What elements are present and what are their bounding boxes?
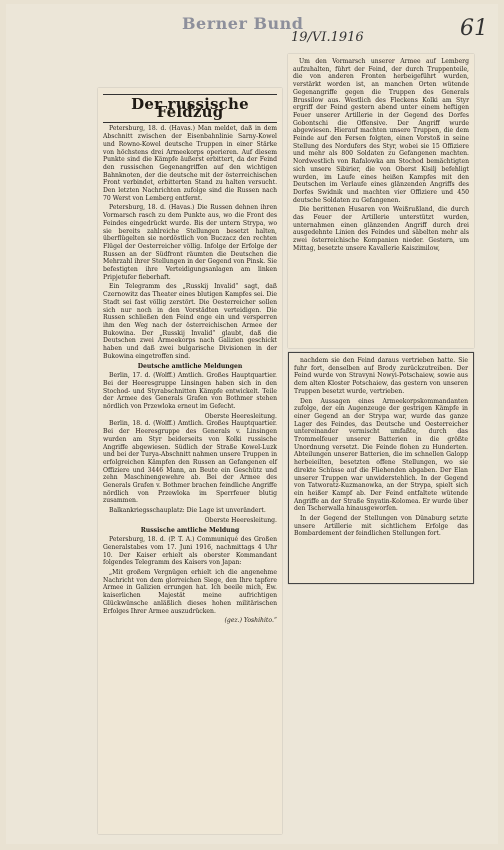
right-bottom-paragraph-2: Den Aussagen eines Armeekorpskommandanten zufolge, der ein Augenzeuge der gestrigen Kämpfe in einer Gegend an der Strypa war, wurde das ganze Lager des Feindes, das Deutsche und Oesterreicher untereinander vermischt umfaßte, durch das Trommelfeuer unserer Batterien in die größte Unordnung versetzt. Die Feinde flohen zu Hunderten. Abteilungen unserer Batterien, die im schnellen Galopp herbeieilten, besetzten offene Stellungen, wo sie direkte Schüsse auf die Fliehenden abgaben. Der Elan unserer Truppen war unwiderstehlich. In der Gegend von Tatworatz-Kuzmanowka, an der Strypa, spielt sich ein heißer Kampf ab. Der Feind entfaltete wütende Angriffe an der Straße Snyatin-Kolomea. Er wurde über den Tscherwalla hinausgeworfen. (294, 397, 468, 513)
section-title-german: Deutsche amtliche Meldungen (137, 362, 243, 370)
page-sheet (6, 4, 498, 844)
paragraph-3: Ein Telegramm des „Russkij Invalid“ sagt, daß Czernowitz das Theater eines blutigen Kampfes sei. Die Stadt sei fast völlig zerstört. Die Oesterreicher sollen sich nur noch in den Vorstädten verteidigen. Die Russen schließen den Feind enge ein und versperren ihm den Weg nach der österreichischen Armee der Bukowina. Der „Russkij Invalid“ glaubt, daß die Deutschen zwei Armeekorps nach Galizien geschickt haben und daß zwei bulgarische Divisionen in der Bukowina eingetroffen sind. (103, 283, 277, 360)
signature-1: Oberste Heeresleitung. (204, 412, 277, 420)
balkan-report: Balkankriegsschauplatz: Die Lage ist unverändert. (109, 507, 266, 515)
right-bottom-paragraph-1: nachdem sie den Feind daraus vertrieben hatte. Sie fuhr fort, denselben auf Brody zurückzutreiben. Der Feind wurde von Stravyni Nowyi-Potschaiew, sowie aus dem alten Kloster Potschaiew, das gestern von unseren Truppen besetzt wurde, vertrieben. (294, 357, 468, 395)
clipping-right-top (288, 54, 474, 348)
clipping-right-bottom (288, 352, 474, 584)
headline-rule (103, 122, 277, 123)
right-bottom-paragraph-3: In der Gegend der Stellungen von Dünaburg setzte unsere Artillerie mit sichtlichem Erfolge das Bombardement der feindlichen Stellungen fort. (294, 515, 468, 538)
right-top-paragraph-2: Die berittenen Husaren von Weißrußland, die durch das Feuer der Artillerie unterstützt wurden, unternahmen einen glänzenden Angriff durch drei ausgedehnte Linien des Feindes und säbelten mehr als zwei österreichische Kompanien nieder. Gestern, um Mittag, besetzte unsere Kavallerie Kaiszimilow, (293, 206, 469, 252)
right-top-paragraph-1: Um den Vormarsch unserer Armee auf Lemberg aufzuhalten, führt der Feind, der durch Truppenteile, die von anderen Fronten herbeigeführt wurden, verstärkt worden ist, an manchen Orten wütende Gegenangriffe gegen die Truppen des Generals Brussilow aus. Westlich des Fleckens Kolki am Styr ergriff der Feind gestern abend unter einem heftigen Feuer unserer Artillerie in der Gegend des Dorfes Gobontschi die Offensive. Der Angriff wurde abgewiesen. Hierauf machten unsere Truppen, die dem Feinde auf den Fersen folgten, einen Vorstoß in seine Stellung des Nordufers des Styr, wobei sie 15 Offiziere und mehr als 800 Soldaten zu Gefangenen machten. Nordwestlich von Rafalowka am Stochod bemächtigten sich unsere Sibirier, die von Oberst Kisilj befehligt wurden, im Laufe eines heißen Kampfes mit den Deutschen im Verlaufe eines glänzenden Angriffs des Dorfes Swidnik und machten vier Offiziere und 450 deutsche Soldaten zu Gefangenen. (293, 58, 469, 204)
closing-signature (103, 617, 277, 625)
page-number: 61 (460, 16, 488, 41)
signature-2: Oberste Heeresleitung. (204, 516, 277, 524)
german-report-2: Berlin, 18. d. (Wolff.) Amtlich. Großes Hauptquartier. Bei der Heeresgruppe des Generals v. Linsingen wurden am Styr beiderseits von Kolki russische Angriffe abgewiesen. Südlich der Straße Kowel-Luzk und bei der Turya-Abschnitt nahmen unsere Truppen in erfolgreichen Kämpfen den Russen an Gefangenen elf Offiziere und 3446 Mann, an Beute ein Geschütz und zehn Maschinengewehre ab. Bei der Armee des Generals Grafen v. Bothmer brachen feindliche Angriffe nördlich von Przewloka im Sperrfeuer blutig zusammen. (103, 420, 277, 505)
newspaper-stamp: Berner Bund (182, 14, 304, 33)
article-headline: Der russische Feldzug (131, 95, 249, 121)
paragraph-2: Petersburg, 18. d. (Havas.) Die Russen dehnen ihren Vormarsch rasch zu dem Punkte aus, wo die Front des Feindes eingedrückt wurde. Bis der untern Strypa, wo sie bereits zahlreiche Stellungen besetzt halten, überflügelten sie nordöstlich von Buczacz den rechten Flügel der Oesterreicher völlig. Infolge der Erfolge der Russen an der Südfront räumten die Deutschen die Mehrzahl ihrer Stellungen in der Gegend von Pinsk. Sie befestigten ihre Verteidigungsanlagen am linken Pripjetufer fieberhaft. (103, 204, 277, 281)
russian-report-2: „Mit großem Vergnügen erhielt ich die angenehme Nachricht von dem glorreichen Siege, den Ihre tapfere Armee in Galizien errungen hat. Ich beeile mich, Ew. kaiserlichen Majestät meine aufrichtigen Glückwünsche anläßlich dieses hohen militärischen Erfolges Ihrer Armee auszudrücken. (103, 569, 277, 615)
handwritten-date: 19/VI.1916 (291, 30, 364, 45)
closing-signature-text: (gez.) Yoshihito.“ (224, 617, 277, 625)
paragraph-1: Petersburg, 18. d. (Havas.) Man meldet, daß in dem Abschnitt zwischen der Eisenbahnlinie Sarny-Kowel und Rowno-Kowel deutsche Truppen in einer Stärke von höchstens drei Armeekorps operieren. Auf diesem Punkte sind die Kämpfe äußerst erbittert, da der Feind den russischen Gegenangriffen auf den wichtigen Bahnknoten, der die deutsche mit der österreichischen Front verbindet, erbitterten Stand zu halten versucht. Den letzten Nachrichten zufolge sind die Russen nach 70 Werst von Lemberg entfernt. (103, 125, 277, 202)
clipping-left-column (98, 88, 282, 834)
section-title-russian: Russische amtliche Meldung (140, 526, 240, 534)
russian-report-1: Petersburg, 18. d. (P. T. A.) Communiqué des Großen Generalstabes vom 17. Juni 1916, nachmittags 4 Uhr 10. Der Kaiser erhielt als oberster Kommandant folgendes Telegramm des Kaisers von Japan: (103, 536, 277, 567)
german-report-1: Berlin, 17. d. (Wolff.) Amtlich. Großes Hauptquartier. Bei der Heeresgruppe Linsingen haben sich in den Stochod- und Styrabschnitten Kämpfe entwickelt. Teile der Armee des Generals Grafen von Bothmer stehen nördlich von Przewloka erneut im Gefecht. (103, 372, 277, 411)
